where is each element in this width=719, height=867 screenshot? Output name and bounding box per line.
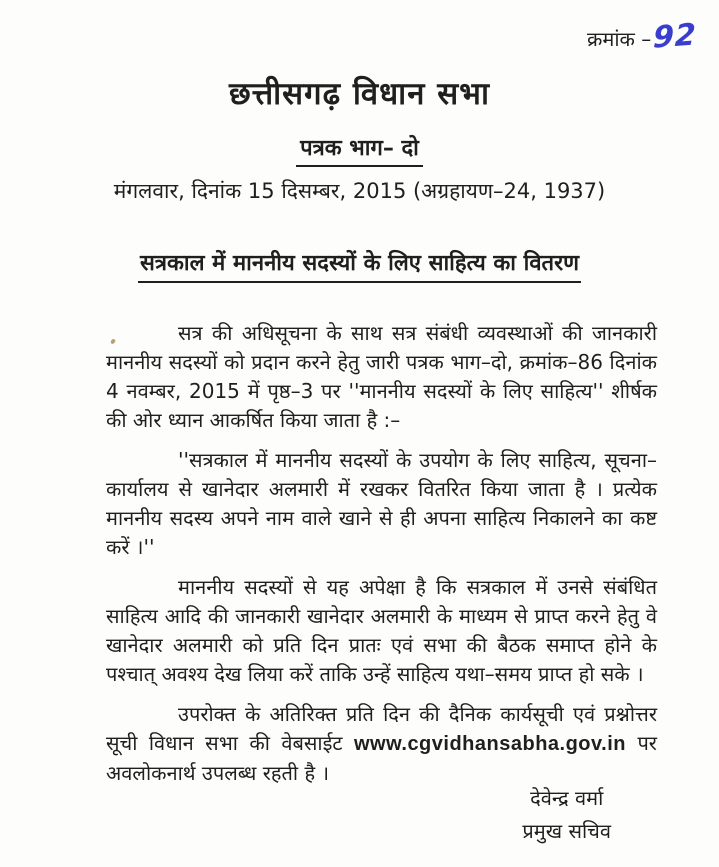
paragraph-2-quote: ''सत्रकाल में माननीय सदस्यों के उपयोग के लिए साहित्य, सूचना–कार्यालय से खानेदार अलमारी में रखकर वितरित किया जाता है । प्रत्येक माननीय सदस्य अपने नाम वाले खाने से ही अपना साहित्य निकालने का कष्ट करें ।'' [106, 448, 657, 559]
serial-label: क्रमांक – [587, 27, 652, 51]
serial-number-handwritten: 92 [652, 17, 698, 56]
signature-name: देवेन्द्र वर्मा [530, 786, 604, 810]
website-url: www.cgvidhansabha.gov.in [353, 733, 626, 755]
paragraph-1: सत्र की अधिसूचना के साथ सत्र संबंधी व्यवस्थाओं की जानकारी माननीय सदस्यों को प्रदान करने हेतु जारी पत्रक भाग–दो, क्रमांक–86 दिनांक 4 नवम्बर, 2015 में पृष्ठ–3 पर ''माननीय सदस्यों के लिए साहित्य'' शीर्षक की ओर ध्यान आकर्षित किया जाता है :– [106, 321, 657, 432]
page-title: छत्तीसगढ़ विधान सभा [229, 76, 490, 112]
paragraph-4 [106, 700, 657, 788]
paragraph-4-text-after: पर अवलोकनार्थ उपलब्ध रहती है । [106, 731, 657, 785]
paragraph-4-text-before: उपरोक्त के अतिरिक्त प्रति दिन की दैनिक कार्यसूची एवं प्रश्नोत्तर सूची विधान सभा की वेबसाईट [106, 702, 657, 755]
date-line: मंगलवार, दिनांक 15 दिसम्बर, 2015 (अग्रहायण–24, 1937) [113, 179, 606, 203]
subtitle: पत्रक भाग– दो [296, 132, 423, 167]
paragraph-3: माननीय सदस्यों से यह अपेक्षा है कि सत्रकाल में उनसे संबंधित साहित्य आदि की जानकारी खानेदार अलमारी के माध्यम से प्राप्त करने हेतु वे खानेदार अलमारी को प्रति दिन प्रातः एवं सभा की बैठक समाप्त होने के पश्चात् अवश्य देख लिया करें ताकि उन्हें साहित्य यथा–समय प्राप्त हो सके । [106, 575, 657, 686]
signature-block [522, 782, 611, 848]
section-heading: सत्रकाल में माननीय सदस्यों के लिए साहित्य का वितरण [138, 247, 581, 283]
subtitle-row [0, 132, 719, 167]
signature-designation: प्रमुख सचिव [522, 819, 611, 843]
serial-line [0, 0, 719, 56]
body-content [0, 283, 719, 788]
heading-row [0, 247, 719, 283]
